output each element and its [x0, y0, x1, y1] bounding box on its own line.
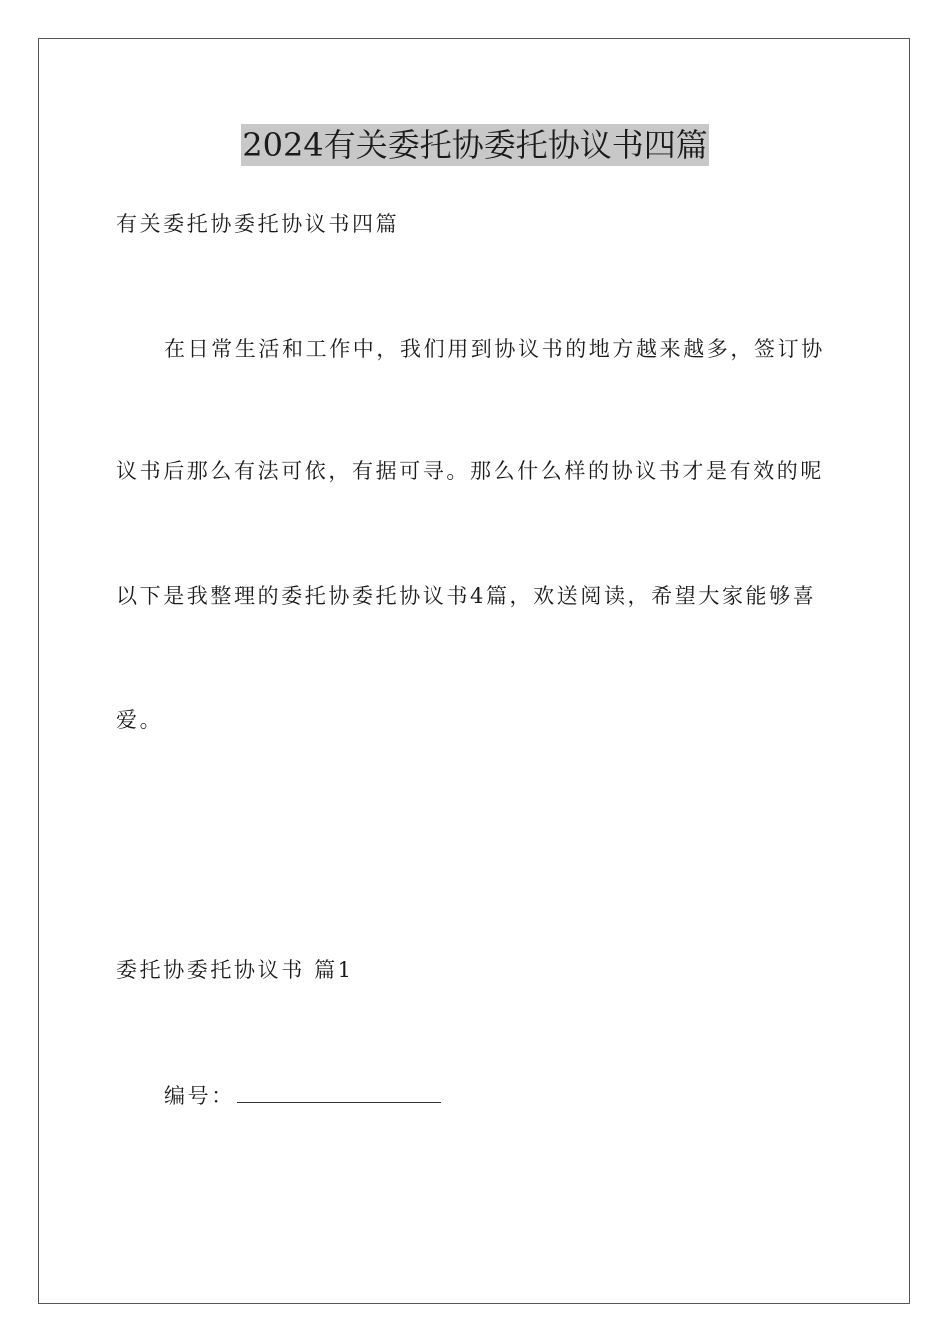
intro-paragraph-line-4: 爱。: [116, 708, 164, 732]
number-label: 编号：: [164, 1084, 235, 1108]
section-heading: 委托协委托协议书 篇1: [116, 958, 354, 982]
title-container: [0, 124, 950, 166]
document-subtitle: 有关委托协委托协议书四篇: [116, 212, 400, 236]
number-blank-line: [237, 1082, 441, 1103]
number-field: [164, 1082, 441, 1110]
intro-paragraph-line-3: 以下是我整理的委托协委托协议书4篇，欢送阅读，希望大家能够喜: [116, 584, 817, 608]
document-title: 2024有关委托协委托协议书四篇: [242, 126, 708, 164]
intro-paragraph-line-1: 在日常生活和工作中，我们用到协议书的地方越来越多，签订协: [164, 337, 825, 361]
intro-paragraph-line-2: 议书后那么有法可依，有据可寻。那么什么样的协议书才是有效的呢: [116, 459, 824, 483]
